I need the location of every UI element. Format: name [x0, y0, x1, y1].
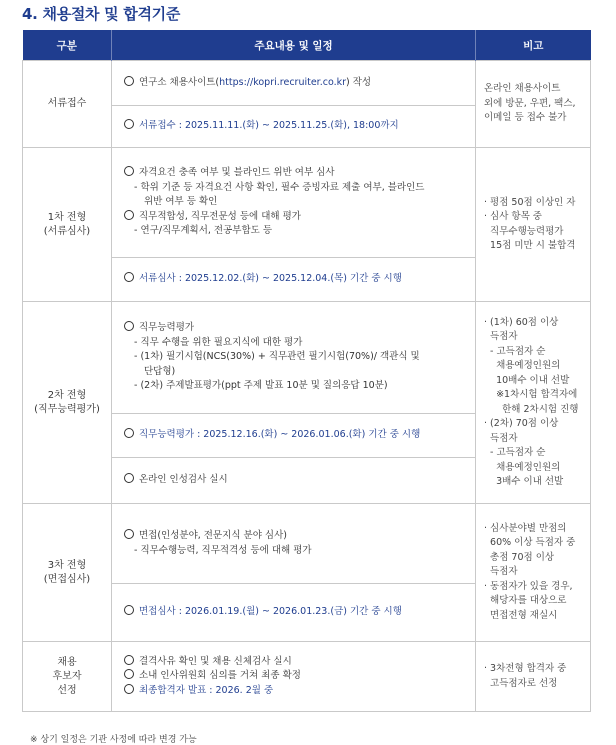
- remark-line: 15점 미만 시 불합격: [484, 240, 576, 251]
- content-line: [124, 684, 467, 699]
- content-line: [124, 473, 467, 488]
- remark-line: · 3차전형 합격자 중: [484, 663, 567, 674]
- content-text: 서류심사 : 2025.12.02.(화) ~ 2025.12.04.(목) 기간 중 시행: [139, 273, 402, 285]
- table-row: [23, 61, 591, 106]
- remark-line: 60% 이상 득점자 중: [484, 537, 576, 549]
- content-line: [124, 365, 467, 380]
- content-text-suffix: ) 작성: [346, 76, 372, 88]
- circle-bullet-icon: [124, 605, 134, 615]
- circle-bullet-icon: [124, 669, 134, 679]
- circle-bullet-icon: [124, 166, 134, 176]
- content-text: - 학위 기준 등 자격요건 사항 확인, 필수 증빙자료 제출 여부, 블라인드: [134, 181, 425, 193]
- footnote: ※ 상기 일정은 기관 사정에 따라 변경 가능: [30, 735, 197, 745]
- remark-line: - 고득점자 순: [484, 447, 546, 458]
- remark-line: 득점자: [484, 432, 518, 444]
- table-header-row: [23, 30, 591, 61]
- stage-name-line: 서류접수: [47, 98, 87, 109]
- content-text: - (2차) 주제발표평가(ppt 주제 발표 10분 및 질의응답 10분): [134, 380, 388, 392]
- section-heading: 4. 채용절차 및 합격기준: [22, 5, 181, 23]
- circle-bullet-icon: [124, 684, 134, 694]
- remark-line: 외에 방문, 우편, 팩스,: [484, 97, 576, 109]
- content-line: [124, 529, 467, 544]
- stage-name-line: 선정: [57, 684, 77, 696]
- content-text: 직무능력평가 : 2025.12.16.(화) ~ 2026.01.06.(화) 기간 중 시행: [139, 429, 421, 441]
- remark-line: · 심사분야별 만점의: [484, 522, 567, 534]
- content-line: [124, 336, 467, 351]
- stage-name-cell: [23, 61, 112, 148]
- content-line: [124, 544, 467, 559]
- content-line: [124, 195, 467, 210]
- stage-name-cell: [23, 302, 112, 504]
- remark-line: 득점자: [484, 331, 518, 342]
- circle-bullet-icon: [124, 272, 134, 282]
- remarks-cell: [476, 148, 591, 302]
- table-row: [23, 148, 591, 258]
- content-text: 직무적합성, 직무전문성 등에 대해 평가: [139, 210, 301, 222]
- content-line: [124, 379, 467, 394]
- remark-line: 10배수 이내 선발: [484, 374, 570, 386]
- content-line: [124, 350, 467, 365]
- content-line: [124, 224, 467, 239]
- remark-line: 온라인 채용사이트: [484, 83, 561, 95]
- content-text: - (1차) 필기시험(NCS(30%) + 직무관련 필기시험(70%)/ 객관식 및: [134, 351, 420, 363]
- stage-name-line: 채용: [57, 656, 77, 668]
- stage-name-line: (서류심사): [43, 225, 91, 237]
- circle-bullet-icon: [124, 428, 134, 438]
- remark-line: 채용예정인원의: [484, 360, 561, 371]
- stage-name-line: 2차 전형: [47, 389, 87, 401]
- content-line: [124, 605, 467, 620]
- remark-line: · 평점 50점 이상인 자: [484, 196, 576, 208]
- circle-bullet-icon: [124, 321, 134, 331]
- remarks-cell: [476, 61, 591, 148]
- content-line: [124, 321, 467, 336]
- content-text: 면접(인성분야, 전문지식 분야 심사): [139, 530, 287, 541]
- content-cell: [112, 642, 476, 712]
- content-cell: [112, 584, 476, 642]
- remark-line: 직무수행능력평가: [484, 225, 564, 237]
- stage-name-cell: [23, 504, 112, 642]
- circle-bullet-icon: [124, 473, 134, 483]
- table-row: [23, 504, 591, 584]
- content-cell: [112, 258, 476, 302]
- remark-line: 고득점자로 선정: [484, 677, 558, 689]
- remark-line: 채용예정인원의: [484, 461, 561, 473]
- stage-name-cell: [23, 642, 112, 712]
- stage-name-line: (직무능력평가): [34, 403, 100, 415]
- remark-line: · (1차) 60점 이상: [484, 316, 559, 328]
- remarks-cell: [476, 642, 591, 712]
- remark-line: 한해 2차시험 진행: [484, 403, 579, 415]
- stage-name-line: 후보자: [52, 670, 82, 682]
- remark-line: · (2차) 70점 이상: [484, 418, 559, 429]
- content-cell: [112, 106, 476, 148]
- content-text: 면접심사 : 2026.01.19.(월) ~ 2026.01.23.(금) 기간 중 시행: [139, 606, 402, 618]
- stage-name-line: 3차 전형: [47, 559, 87, 571]
- table-body: [23, 61, 591, 712]
- content-line: [124, 76, 467, 91]
- content-cell: [112, 61, 476, 106]
- content-cell: [112, 504, 476, 584]
- recruitment-process-table: [22, 30, 591, 712]
- site-url-link[interactable]: https://kopri.recruiter.co.kr: [219, 76, 347, 88]
- content-line: [124, 272, 467, 287]
- remark-line: · 심사 항목 중: [484, 211, 542, 222]
- remark-line: - 고득점자 순: [484, 345, 546, 357]
- content-line: [124, 655, 467, 670]
- content-line: [124, 119, 467, 134]
- circle-bullet-icon: [124, 76, 134, 86]
- circle-bullet-icon: [124, 210, 134, 220]
- content-text: 소내 인사위원회 심의를 거쳐 최종 확정: [139, 670, 301, 682]
- content-text: 연구소 채용사이트(: [139, 76, 220, 88]
- column-header-category: 구분: [23, 30, 112, 61]
- content-text: 자격요건 충족 여부 및 블라인드 위반 여부 심사: [139, 167, 335, 179]
- remark-line: 득점자: [484, 566, 518, 578]
- remark-line: 해당자를 대상으로: [484, 595, 567, 607]
- content-cell: [112, 148, 476, 258]
- content-text: 위반 여부 등 확인: [144, 196, 218, 208]
- content-text: 직무능력평가: [139, 322, 195, 334]
- remark-line: 3배수 이내 선발: [484, 476, 564, 487]
- remarks-cell: [476, 504, 591, 642]
- remark-line: 이메일 등 접수 불가: [484, 112, 567, 124]
- circle-bullet-icon: [124, 529, 134, 539]
- remarks-cell: [476, 302, 591, 504]
- remark-line: ※1차시험 합격자에: [484, 389, 578, 400]
- content-line: [124, 669, 467, 684]
- content-cell: [112, 302, 476, 414]
- column-header-content: 주요내용 및 일정: [112, 30, 476, 61]
- content-text: - 직무수행능력, 직무적격성 등에 대해 평가: [134, 544, 312, 556]
- content-line: [124, 210, 467, 225]
- circle-bullet-icon: [124, 655, 134, 665]
- circle-bullet-icon: [124, 119, 134, 129]
- content-text: 온라인 인성검사 실시: [139, 474, 228, 486]
- remark-line: · 동점자가 있을 경우,: [484, 580, 573, 592]
- remark-line: 면접전형 재실시: [484, 609, 558, 621]
- content-cell: [112, 414, 476, 458]
- content-text: 단답형): [144, 365, 176, 377]
- content-text: 결격사유 확인 및 채용 신체검사 실시: [139, 655, 292, 667]
- content-line: [124, 166, 467, 181]
- content-text: - 직무 수행을 위한 필요지식에 대한 평가: [134, 336, 303, 348]
- stage-name-line: (면접심사): [43, 573, 91, 585]
- remark-line: 총점 70점 이상: [484, 551, 555, 563]
- content-cell: [112, 458, 476, 504]
- stage-name-line: 1차 전형: [47, 211, 87, 223]
- content-line: [124, 181, 467, 196]
- content-text: 최종합격자 발표 : 2026. 2월 중: [139, 684, 274, 696]
- table-row: [23, 302, 591, 414]
- content-line: [124, 428, 467, 443]
- content-text: - 연구/직무계획서, 전공부합도 등: [134, 225, 273, 237]
- table-row: [23, 642, 591, 712]
- stage-name-cell: [23, 148, 112, 302]
- column-header-remarks: 비고: [476, 30, 591, 61]
- content-text: 서류접수 : 2025.11.11.(화) ~ 2025.11.25.(화), 18:00까지: [139, 120, 399, 132]
